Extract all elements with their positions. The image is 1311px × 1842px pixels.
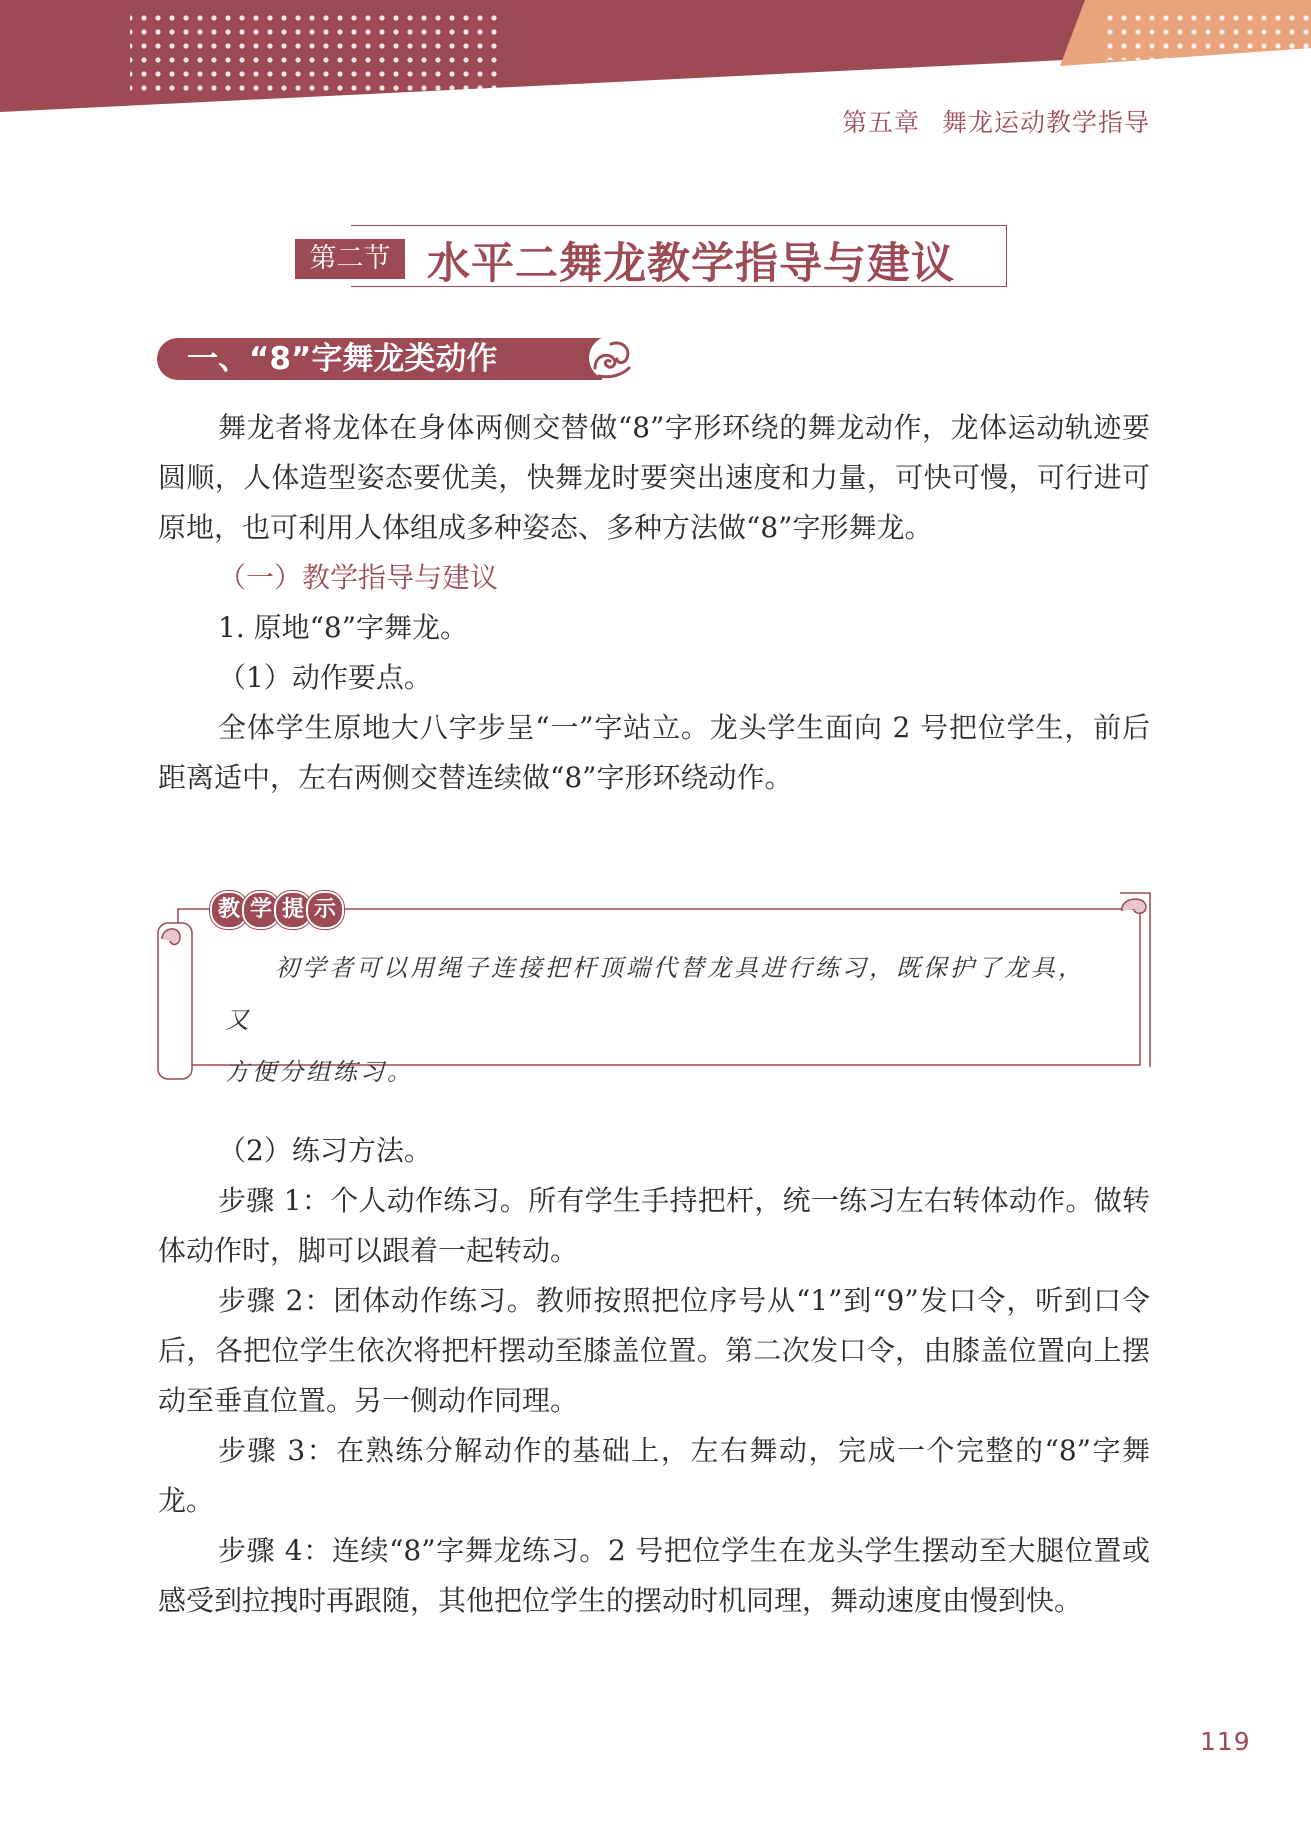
item-1-sub-1: （1）动作要点。 (218, 661, 432, 694)
tip-label-char-3: 提 (274, 891, 312, 929)
section-title: 水平二舞龙教学指导与建议 (427, 239, 955, 289)
cloud-swirl-icon (585, 332, 637, 384)
teaching-tip-box (150, 887, 1155, 1086)
step-3: 步骤 3：在熟练分解动作的基础上，左右舞动，完成一个完整的“8”字舞龙。 (158, 1434, 1150, 1517)
item-1-sub-1-text: 全体学生原地大八字步呈“一”字站立。龙头学生面向 2 号把位学生，前后距离适中，左右两侧交替连续做“8”字形环绕动作。 (158, 711, 1150, 794)
item-1-sub-2: （2）练习方法。 (218, 1134, 432, 1167)
tip-label (210, 887, 350, 931)
guidance-heading: （一）教学指导与建议 (218, 561, 499, 594)
subsection-heading (157, 338, 637, 384)
chapter-title: 舞龙运动教学指导 (941, 108, 1150, 137)
tip-label-char-2: 学 (242, 891, 280, 929)
section-badge: 第二节 (295, 239, 405, 279)
content-block-1 (158, 403, 1150, 803)
header-banner (0, 0, 1311, 115)
chapter-number: 第五章 (841, 108, 920, 137)
tip-label-char-4: 示 (306, 891, 344, 929)
step-2: 步骤 2：团体动作练习。教师按照把位序号从“1”到“9”发口令，听到口令后，各把位学生依次将把杆摆动至膝盖位置。第二次发口令，由膝盖位置向上摆动至垂直位置。另一侧动作同理。 (158, 1284, 1150, 1417)
step-4: 步骤 4：连续“8”字舞龙练习。2 号把位学生在龙头学生摆动至大腿位置或感受到拉拽时再跟随，其他把位学生的摆动时机同理，舞动速度由慢到快。 (158, 1534, 1150, 1617)
tip-label-char-1: 教 (210, 891, 248, 929)
subsection-title: 一、“8”字舞龙类动作 (187, 341, 498, 377)
step-1: 步骤 1：个人动作练习。所有学生手持把杆，统一练习左右转体动作。做转体动作时，脚可以跟着一起转动。 (158, 1184, 1150, 1267)
intro-paragraph: 舞龙者将龙体在身体两侧交替做“8”字形环绕的舞龙动作，龙体运动轨迹要圆顺，人体造型姿态要优美，快舞龙时要突出速度和力量，可快可慢，可行进可原地，也可利用人体组成多种姿态、多种方法做“8”字形舞龙。 (158, 411, 1150, 544)
tip-text (225, 942, 1110, 1098)
tip-line-1: 初学者可以用绳子连接把杆顶端代替龙具进行练习，既保护了龙具，又 (225, 954, 1085, 1034)
item-1: 1. 原地“8”字舞龙。 (218, 611, 469, 644)
section-title-block (295, 225, 1010, 289)
content-block-2 (158, 1126, 1150, 1626)
chapter-header (842, 103, 1150, 139)
page-number: 119 (1200, 1727, 1251, 1756)
tip-line-2: 方便分组练习。 (225, 1058, 414, 1086)
